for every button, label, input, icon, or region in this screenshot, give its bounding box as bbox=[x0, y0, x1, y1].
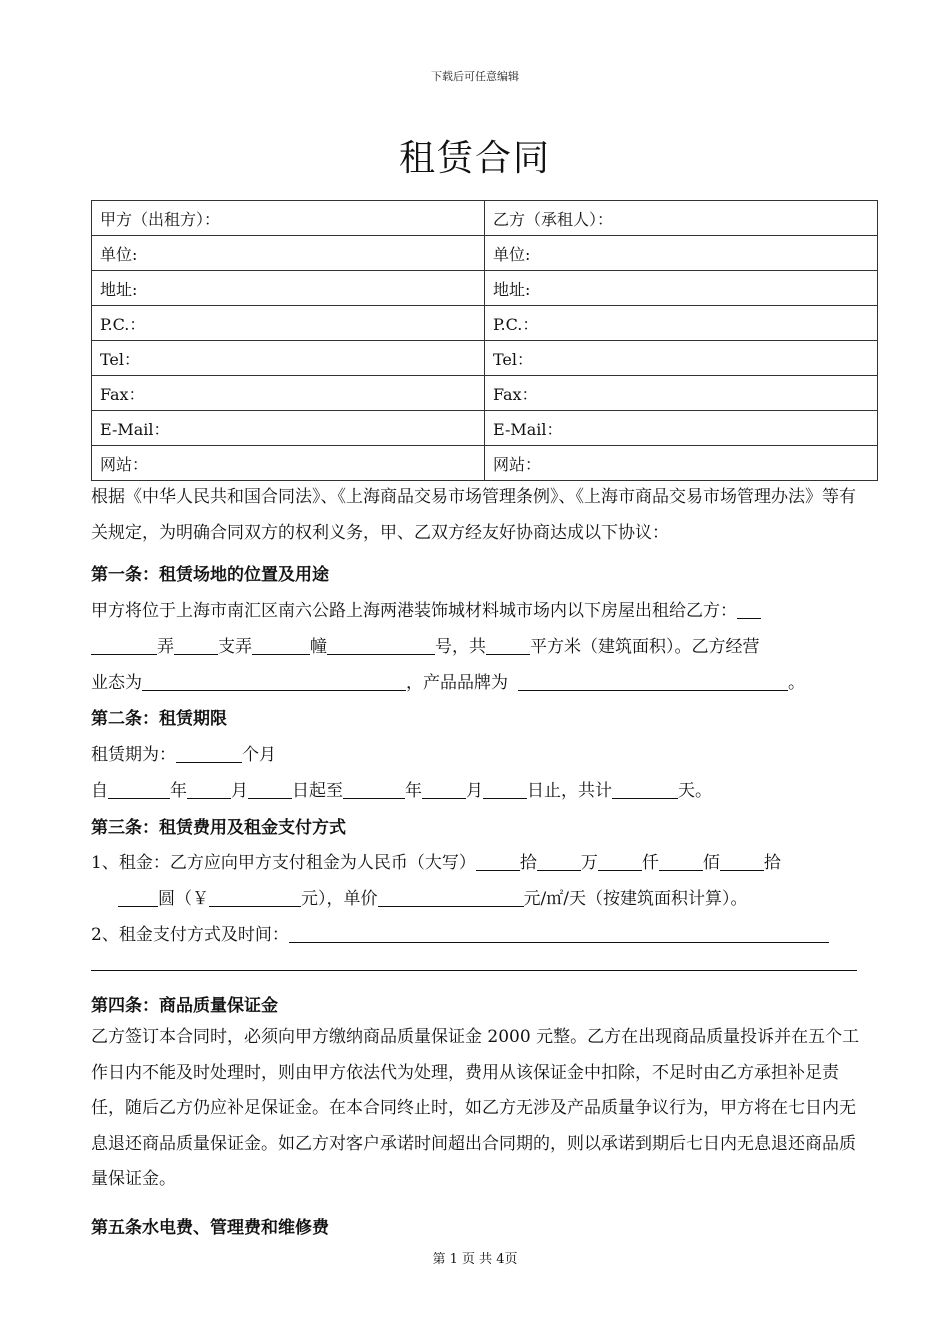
label-text: 2、租金支付方式及时间： bbox=[91, 925, 289, 945]
party-a-cell: E-Mail： bbox=[92, 411, 485, 446]
blank-field[interactable] bbox=[598, 852, 642, 871]
blank-field[interactable] bbox=[118, 888, 158, 907]
table-row bbox=[92, 236, 878, 271]
blank-field[interactable] bbox=[209, 888, 301, 907]
table-row bbox=[92, 376, 878, 411]
label-text: 个月 bbox=[242, 745, 276, 765]
label-text: 仟 bbox=[641, 853, 659, 873]
article1-line3 bbox=[91, 668, 805, 693]
table-row bbox=[92, 341, 878, 376]
table-row bbox=[92, 306, 878, 341]
article1-line1 bbox=[91, 596, 761, 621]
table-row bbox=[92, 411, 878, 446]
label-text: 自 bbox=[91, 781, 108, 801]
label-text: ，产品品牌为 bbox=[406, 673, 508, 693]
blank-field[interactable] bbox=[422, 780, 466, 799]
article5-heading: 第五条水电费、管理费和维修费 bbox=[91, 1218, 329, 1238]
intro-paragraph: 根据《中华人民共和国合同法》、《上海商品交易市场管理条例》、《上海市商品交易市场管理办法》等有关规定，为明确合同双方的权利义务，甲、乙双方经友好协商达成以下协议： bbox=[91, 487, 856, 543]
parties-table bbox=[91, 200, 878, 481]
blank-field[interactable] bbox=[659, 852, 703, 871]
article2-heading: 第二条：租赁期限 bbox=[91, 709, 227, 729]
party-b-cell: Tel： bbox=[485, 341, 878, 376]
label-text: 日起至 bbox=[292, 781, 343, 801]
label-text: 平方米（建筑面积）。乙方经营 bbox=[530, 637, 760, 657]
party-b-cell: 地址: bbox=[485, 271, 878, 306]
article3-heading: 第三条：租赁费用及租金支付方式 bbox=[91, 818, 346, 838]
party-b-cell: 网站： bbox=[485, 446, 878, 481]
label-text: 元），单价 bbox=[301, 889, 378, 909]
label-text: 圆（￥ bbox=[158, 889, 209, 909]
article1-heading: 第一条：租赁场地的位置及用途 bbox=[91, 565, 329, 585]
label-text: 年 bbox=[170, 781, 187, 801]
blank-field[interactable] bbox=[327, 636, 435, 655]
blank-field[interactable] bbox=[176, 744, 242, 763]
label-text: 幢 bbox=[310, 637, 327, 657]
label-text: 日止，共计 bbox=[527, 781, 612, 801]
article4-body: 乙方签订本合同时，必须向甲方缴纳商品质量保证金 2000 元整。乙方在出现商品质量投诉并在五个工作日内不能及时处理时，则由甲方依法代为处理，费用从该保证金中扣除，不足时由乙方承担补足责任，随后乙方仍应补足保证金。在本合同终止时，如乙方无涉及产品质量争议行为，甲方将在七日内无息退还商品质量保证金。如乙方对客户承诺时间超出合同期的，则以承诺到期后七日内无息退还商品质量保证金。 bbox=[91, 1027, 860, 1189]
blank-field[interactable] bbox=[486, 636, 530, 655]
party-b-cell: 乙方（承租人）： bbox=[485, 201, 878, 236]
header-note: 下载后可任意编辑 bbox=[431, 70, 519, 83]
label-text: 号，共 bbox=[435, 637, 486, 657]
article2-line2 bbox=[91, 776, 712, 801]
party-a-cell: 单位: bbox=[92, 236, 485, 271]
article1-text: 甲方将位于上海市南汇区南六公路上海两港装饰城材料城市场内以下房屋出租给乙方： bbox=[91, 601, 737, 621]
blank-line[interactable] bbox=[91, 970, 857, 971]
blank-field[interactable] bbox=[108, 780, 170, 799]
article2-line1 bbox=[91, 740, 276, 765]
blank-field[interactable] bbox=[343, 780, 405, 799]
blank-field[interactable] bbox=[248, 780, 292, 799]
party-a-cell: P.C.： bbox=[92, 306, 485, 341]
table-row bbox=[92, 446, 878, 481]
article3-line3 bbox=[91, 920, 829, 945]
blank-field[interactable] bbox=[737, 600, 761, 619]
blank-field[interactable] bbox=[187, 780, 231, 799]
blank-field[interactable] bbox=[537, 852, 581, 871]
blank-field[interactable] bbox=[252, 636, 310, 655]
party-b-cell: Fax： bbox=[485, 376, 878, 411]
label-text: 拾 bbox=[763, 853, 781, 873]
article4-heading: 第四条：商品质量保证金 bbox=[91, 996, 278, 1016]
label-text: 业态为 bbox=[91, 673, 142, 693]
label-text: 1、租金：乙方应向甲方支付租金为人民币（大写） bbox=[91, 853, 476, 873]
page-title: 租赁合同 bbox=[398, 138, 551, 179]
blank-field[interactable] bbox=[483, 780, 527, 799]
blank-field[interactable] bbox=[142, 672, 406, 691]
label-text: 弄 bbox=[157, 637, 174, 657]
article3-line2 bbox=[118, 884, 747, 909]
table-row bbox=[92, 271, 878, 306]
party-a-cell: 地址: bbox=[92, 271, 485, 306]
blank-field[interactable] bbox=[91, 636, 157, 655]
label-text: 佰 bbox=[702, 853, 720, 873]
label-text: 年 bbox=[405, 781, 422, 801]
article3-line1 bbox=[91, 848, 781, 873]
article1-line2 bbox=[91, 632, 760, 657]
blank-field[interactable] bbox=[518, 672, 788, 691]
party-a-cell: 甲方（出租方）： bbox=[92, 201, 485, 236]
blank-field[interactable] bbox=[720, 852, 764, 871]
table-row bbox=[92, 201, 878, 236]
label-text: 拾 bbox=[519, 853, 537, 873]
blank-field[interactable] bbox=[476, 852, 520, 871]
label-text: 元/㎡/天（按建筑面积计算）。 bbox=[523, 889, 748, 909]
label-text: 。 bbox=[788, 673, 805, 693]
blank-field[interactable] bbox=[378, 888, 524, 907]
party-a-cell: Fax： bbox=[92, 376, 485, 411]
party-b-cell: 单位: bbox=[485, 236, 878, 271]
label-text: 租赁期为： bbox=[91, 745, 176, 765]
party-b-cell: P.C.： bbox=[485, 306, 878, 341]
party-a-cell: Tel： bbox=[92, 341, 485, 376]
blank-field[interactable] bbox=[612, 780, 678, 799]
blank-field[interactable] bbox=[174, 636, 218, 655]
label-text: 天。 bbox=[678, 781, 712, 801]
page-footer: 第 1 页 共 4页 bbox=[432, 1252, 518, 1267]
label-text: 支弄 bbox=[218, 637, 252, 657]
party-b-cell: E-Mail： bbox=[485, 411, 878, 446]
label-text: 月 bbox=[231, 781, 248, 801]
party-a-cell: 网站： bbox=[92, 446, 485, 481]
label-text: 万 bbox=[580, 853, 598, 873]
label-text: 月 bbox=[466, 781, 483, 801]
blank-field[interactable] bbox=[289, 924, 829, 943]
